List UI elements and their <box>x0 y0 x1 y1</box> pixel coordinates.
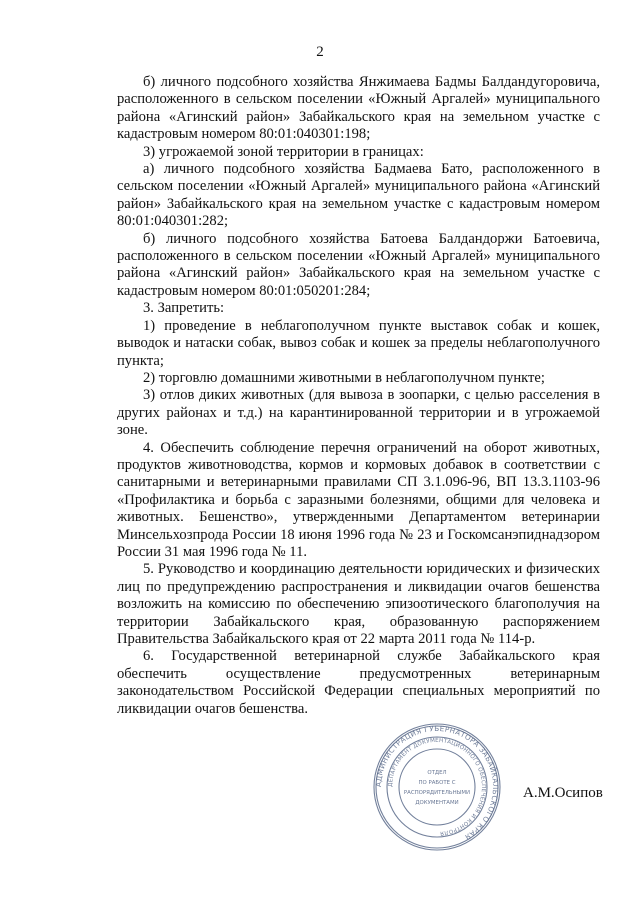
paragraph: 3) угрожаемой зоной территории в границах: <box>143 143 424 160</box>
document-body <box>117 74 600 718</box>
paragraph: б) личного подсобного хозяйства Янжимаева Бадмы Балдандугоровича, расположенного в сельском поселении «Южный Аргалей» муниципального района «Агинский район» Забайкальского края на земельном участке с кадастровым номером 80:01:040301:198; <box>117 74 600 143</box>
stamp-center-line: ПО РАБОТЕ С <box>418 780 456 786</box>
paragraph: 3) отлов диких животных (для вывоза в зоопарки, с целью расселения в других районах и т.д.) на карантинированной территории и в угрожаемой зоне. <box>117 387 600 439</box>
stamp-center-line: ДОКУМЕНТАМИ <box>415 800 459 806</box>
paragraph: 5. Руководство и координацию деятельности юридических и физических лиц по предупреждению распространения и ликвидации очагов бешенства возложить на комиссию по обеспечению эпизоотического благополучия на территории Забайкальского края, образованную распоряжением Правительства Забайкальского края от 22 марта 2011 года № 114-р. <box>117 561 600 647</box>
svg-text:ДЕПАРТАМЕНТ ДОКУМЕНТАЦИОННОГО <box>388 738 486 836</box>
official-stamp <box>372 722 502 852</box>
stamp-center-line: РАСПОРЯДИТЕЛЬНЫМИ <box>403 790 471 796</box>
stamp-center-line: ОТДЕЛ <box>427 770 447 776</box>
signature-name: А.М.Осипов <box>523 785 603 801</box>
paragraph: а) личного подсобного хозяйства Бадмаева Бато, расположенного в сельском поселении «Южный Аргалей» муниципального района «Агинский район» Забайкальского края на земельном участке с кадастровым номером 80:01:040301:282; <box>117 161 600 230</box>
paragraph: 1) проведение в неблагополучном пункте выставок собак и кошек, выводок и натаски собак, вывоз собак и кошек за пределы неблагополучного пункта; <box>117 317 600 369</box>
paragraph: 3. Запретить: <box>143 300 225 317</box>
paragraph: б) личного подсобного хозяйства Батоева Балдандоржи Батоевича, расположенного в сельском поселении «Южный Аргалей» муниципального района «Агинский район» Забайкальского края на земельном участке с кадастровым номером 80:01:050201:284; <box>117 230 600 299</box>
paragraph: 6. Государственной ветеринарной службе Забайкальского края обеспечить осуществление предусмотренных ветеринарным законодательством Российской Федерации специальных мероприятий по ликвидации очагов бешенства. <box>117 648 600 717</box>
paragraph: 4. Обеспечить соблюдение перечня ограничений на оборот животных, продуктов животноводства, кормов и кормовых добавок в соответствии с санитарными и ветеринарными правилами СП 3.1.096-96, ВП 13.3.1103-96 «Профилактика и борьба с заразными болезнями, общими для человека и животных. Бешенство», утвержденными Департаментом ветеринарии Минсельхозпрода России 18 июня 1996 года № 23 и Госкомсанэпиднадзором России 31 мая 1996 года № 11. <box>117 439 600 560</box>
stamp-inner-text: ДЕПАРТАМЕНТ ДОКУМЕНТАЦИОННОГО ОБЕСПЕЧЕНИЯ И КОНТРОЛЯ <box>387 737 487 836</box>
paragraph: 2) торговлю домашними животными в неблагополучном пункте; <box>143 369 545 386</box>
stamp-outer-text: АДМИНИСТРАЦИЯ ГУБЕРНАТОРА ЗАБАЙКАЛЬСКОГО КРАЯ <box>373 723 501 842</box>
page-number: 2 <box>316 44 324 60</box>
